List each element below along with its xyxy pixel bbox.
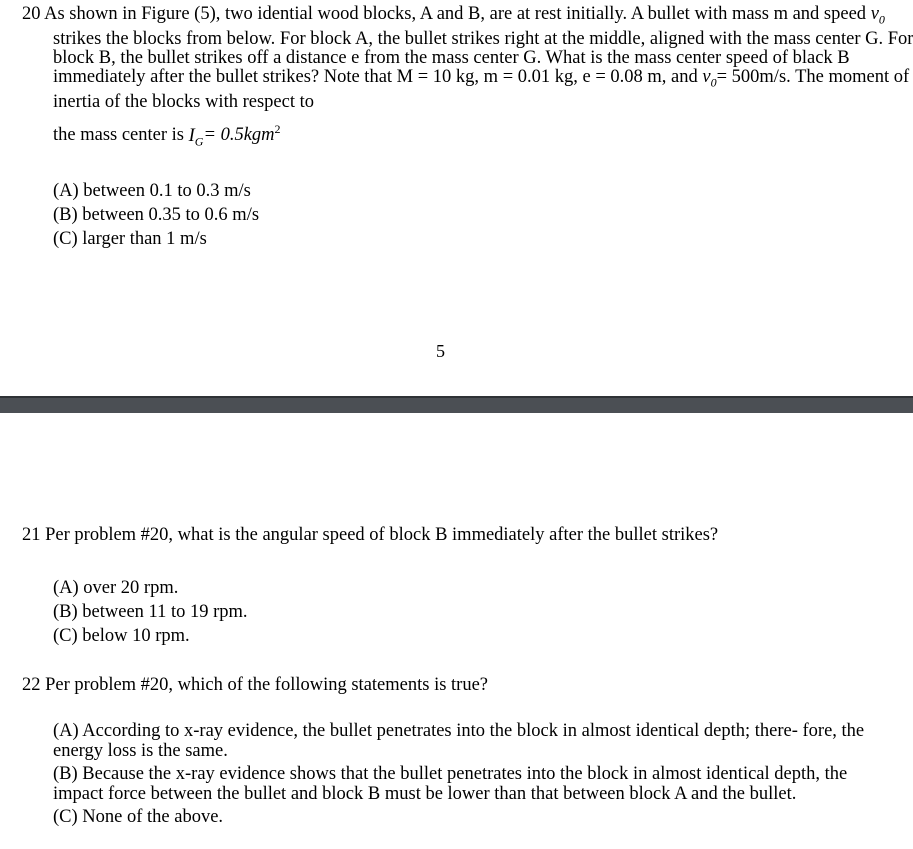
v0-symbol: $v_0$ bbox=[870, 4, 885, 27]
question-21-choices bbox=[53, 576, 248, 648]
q20-text-part3: . The moment of inertia of the blocks with respect to bbox=[53, 67, 910, 113]
choice-c: (C) None of the above. bbox=[53, 807, 224, 827]
page-number: 5 bbox=[436, 341, 445, 361]
v0-value: = 500m/s bbox=[716, 67, 787, 88]
q20-text-part1: 20 As shown in Figure (5), two idential wood blocks, A and B, are at rest initially. A bullet with mass m and speed bbox=[22, 4, 871, 24]
choice-a: (A) between 0.1 to 0.3 m/s bbox=[53, 181, 251, 201]
ig-sup: 2 bbox=[274, 122, 281, 137]
choice-b: (B) between 11 to 19 rpm. bbox=[53, 602, 248, 622]
page-6 bbox=[0, 413, 913, 849]
question-22-choices bbox=[53, 722, 873, 832]
choice-a: (A) According to x-ray evidence, the bullet penetrates into the block in almost identical depth; there- fore, the energy loss is the same. bbox=[53, 721, 865, 761]
page-divider bbox=[0, 396, 913, 413]
ig-value: = 0.5kgm bbox=[203, 125, 275, 146]
question-21-text: 21 Per problem #20, what is the angular speed of block B immediately after the bullet strikes? bbox=[22, 525, 719, 545]
q20-text-part2: strikes the blocks from below. For block A, the bullet strikes right at the middle, aligned with the mass center G. For block B, the bullet strikes off a distance e from the mass center G. What is the mass center speed of black B immediately after the bullet strikes? Note that M = 10 kg, m = 0.01 kg, e = 0.08 m, and bbox=[53, 28, 913, 88]
question-22-text: 22 Per problem #20, which of the following statements is true? bbox=[22, 675, 489, 695]
page-5 bbox=[0, 0, 913, 396]
question-20-choices bbox=[53, 179, 259, 251]
choice-c: (C) larger than 1 m/s bbox=[53, 229, 207, 249]
choice-c: (C) below 10 rpm. bbox=[53, 626, 190, 646]
ig-symbol: $I_G$ bbox=[188, 125, 204, 149]
choice-b: (B) between 0.35 to 0.6 m/s bbox=[53, 205, 260, 225]
choice-a: (A) over 20 rpm. bbox=[53, 578, 179, 598]
q20-inertia-line: the mass center is $I_G= 0.5kgm^2$ bbox=[53, 122, 281, 149]
v0-symbol-2: $v_0$ bbox=[702, 67, 717, 90]
choice-b: (B) Because the x-ray evidence shows that the bullet penetrates into the block in almost identical depth, the impact force between the bullet and block B must be lower than that between block A and the bullet. bbox=[53, 764, 848, 804]
question-20-text bbox=[22, 5, 913, 151]
